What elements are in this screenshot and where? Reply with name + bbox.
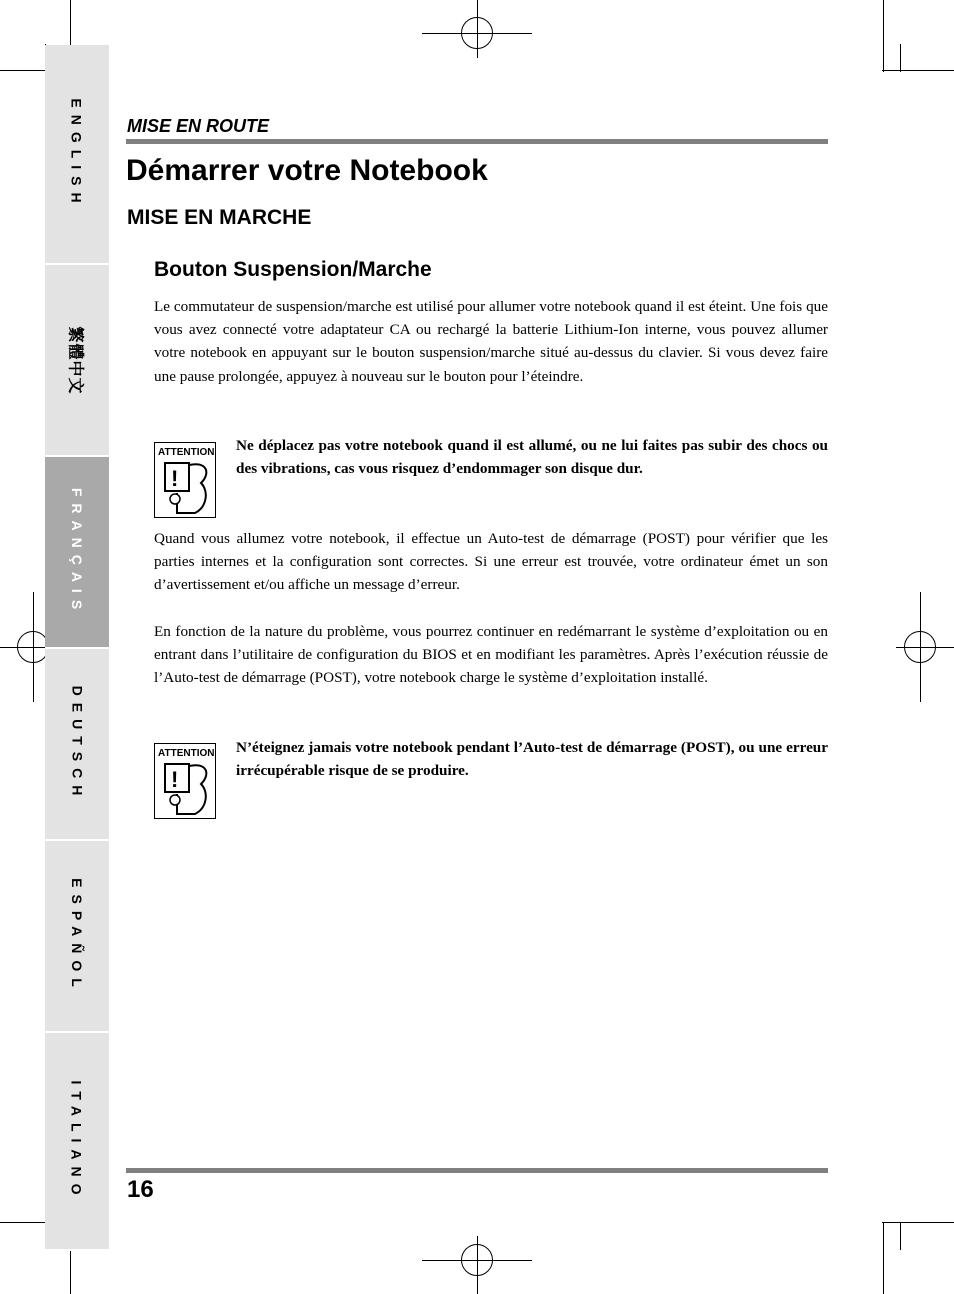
tab-deutsch[interactable] bbox=[45, 649, 109, 841]
attention-icon bbox=[154, 743, 216, 819]
attention-icon bbox=[154, 442, 216, 518]
language-sidebar bbox=[45, 45, 109, 1249]
tab-label: 繁體中文 bbox=[66, 325, 84, 395]
footer-divider bbox=[126, 1168, 828, 1173]
body-paragraph: Quand vous allumez votre notebook, il effectue un Auto-test de démarrage (POST) pour vérifier que les parties internes et la configuration sont correctes. Si une erreur est trouvée, votre ordinateur émet un son d’avertissement et/ou affiche un message d’erreur. bbox=[154, 530, 828, 594]
tab-label: ITALIANO bbox=[69, 1080, 86, 1202]
page-number: 16 bbox=[127, 1176, 154, 1203]
tab-label: FRANÇAIS bbox=[69, 487, 85, 617]
tab-label: DEUTSCH bbox=[69, 685, 86, 803]
page-title: Démarrer votre Notebook bbox=[126, 154, 488, 187]
svg-text:!: ! bbox=[171, 767, 179, 792]
tab-chinese[interactable] bbox=[45, 265, 109, 457]
tab-english[interactable] bbox=[45, 45, 109, 265]
tab-label: ENGLISH bbox=[69, 98, 86, 210]
attention-note: N’éteignez jamais votre notebook pendant l’Auto-test de démarrage (POST), ou une erreur irrécupérable risque de se produire. bbox=[236, 739, 828, 780]
tab-italiano[interactable] bbox=[45, 1033, 109, 1251]
body-paragraph: Le commutateur de suspension/marche est utilisé pour allumer votre notebook quand il est éteint. Une fois que vous avez connecté votre adaptateur CA ou rechargé la batterie Lithium-Ion interne, vous pouvez allumer votre notebook en appuyant sur le bouton suspension/marche situé au-dessus du clavier. Si vous devez faire une pause prolongée, appuyez à nouveau sur le bouton pour l’éteindre. bbox=[154, 298, 828, 385]
tab-espanol[interactable] bbox=[45, 841, 109, 1033]
body-paragraph: En fonction de la nature du problème, vous pourrez continuer en redémarrant le système d’exploitation ou en entrant dans l’utilitaire de configuration du BIOS et en modifiant les paramètres. Après l’exécution réussie de l’Auto-test de démarrage (POST), votre notebook charge le système d’exploitation installé. bbox=[154, 623, 828, 687]
subsection-title: Bouton Suspension/Marche bbox=[154, 258, 432, 281]
attention-icon-label: ATTENTION bbox=[158, 447, 215, 458]
svg-text:!: ! bbox=[171, 466, 179, 491]
section-title: MISE EN MARCHE bbox=[127, 206, 312, 229]
section-header: MISE EN ROUTE bbox=[127, 116, 270, 136]
attention-icon-label: ATTENTION bbox=[158, 748, 215, 759]
header-divider bbox=[126, 139, 828, 144]
tab-francais[interactable] bbox=[45, 457, 109, 649]
attention-note: Ne déplacez pas votre notebook quand il est allumé, ou ne lui faites pas subir des chocs ou des vibrations, cas vous risquez d’endommager son disque dur. bbox=[236, 437, 828, 478]
tab-label: ESPAÑOL bbox=[69, 878, 86, 994]
